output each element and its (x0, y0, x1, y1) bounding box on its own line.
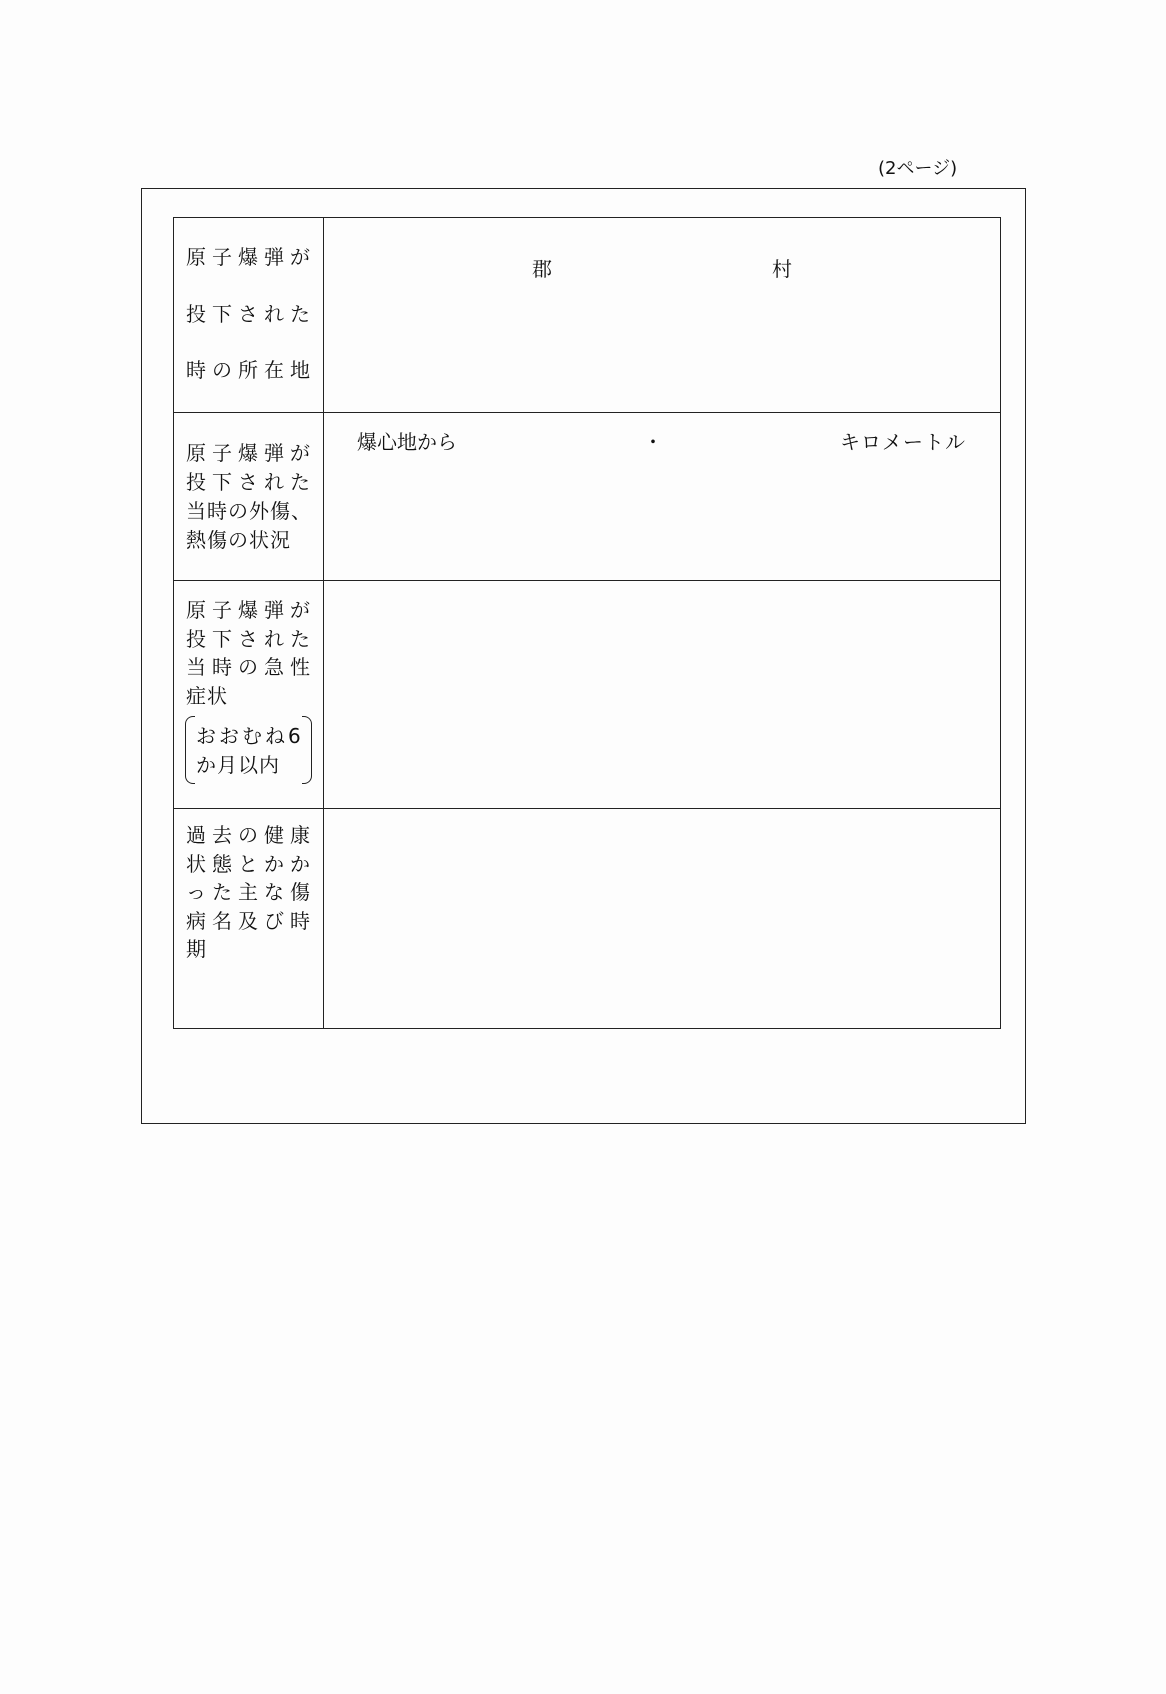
row4-label-line: 期 (186, 937, 212, 961)
row3-label-line: 原子爆弾が (186, 598, 316, 622)
mura-label: 村 (772, 257, 792, 281)
row1-label-line: 時の所在地 (186, 358, 316, 382)
row2-label-line: 熱傷の状況 (186, 528, 291, 552)
row1-label-line: 原子爆弾が (186, 245, 316, 269)
page-number: (2ページ) (878, 158, 958, 179)
row3-note-line: か月以内 (196, 753, 280, 777)
distance-unit: キロメートル (840, 430, 966, 454)
row4-label-line: 過去の健康 (186, 823, 316, 847)
row1-label-line: 投下された (186, 302, 316, 326)
distance-prefix: 爆心地から (357, 430, 457, 454)
table-border-right (1000, 217, 1001, 1029)
table-border-left (173, 217, 174, 1029)
row3-label-line: 当時の急性 (186, 655, 316, 679)
row3-note-line: おおむね6 (196, 724, 304, 748)
table-border-top (173, 217, 1001, 218)
gun-label: 郡 (532, 257, 552, 281)
row4-label-line: 病名及び時 (186, 909, 316, 933)
row3-label-line: 症状 (186, 684, 228, 708)
table-border-bottom (173, 1028, 1001, 1029)
row4-label-line: 状態とかか (186, 852, 316, 876)
acute-symptoms-field[interactable] (330, 588, 990, 800)
row4-label-line: った主な傷 (186, 880, 316, 904)
decimal-dot: ・ (643, 430, 663, 454)
injury-field[interactable] (330, 465, 990, 575)
health-history-field[interactable] (330, 816, 990, 1021)
row-divider (173, 580, 1001, 581)
row2-label-line: 投下された (186, 470, 316, 494)
row3-label-line: 投下された (186, 627, 316, 651)
location-field[interactable] (330, 225, 990, 405)
row-divider (173, 412, 1001, 413)
row-divider (173, 808, 1001, 809)
row2-label-line: 原子爆弾が (186, 441, 316, 465)
column-divider (323, 217, 324, 1029)
row2-label-line: 当時の外傷、 (186, 499, 312, 523)
left-bracket (185, 716, 195, 784)
